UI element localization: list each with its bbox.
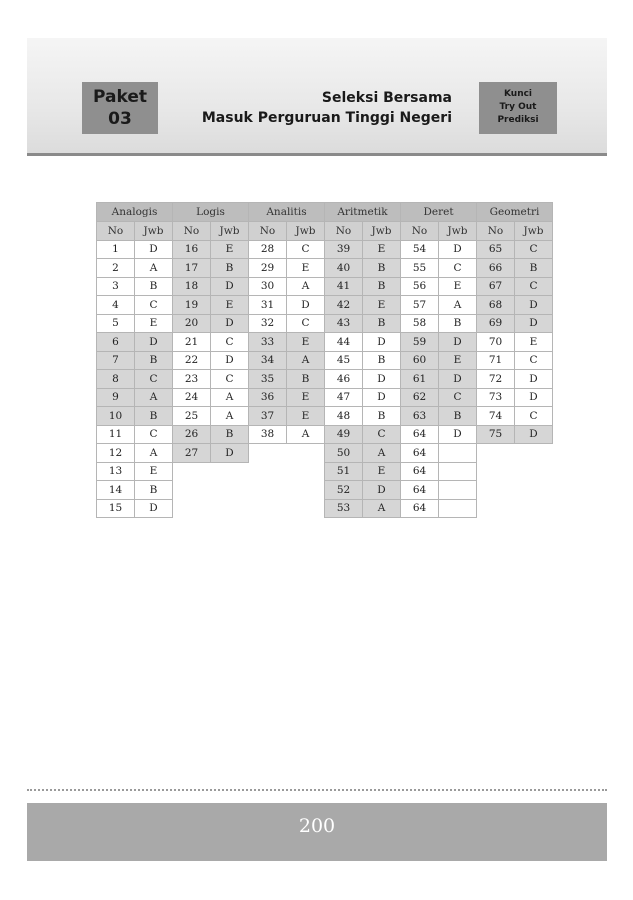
jwb-column-header: Jwb (515, 222, 553, 241)
answer-letter: E (211, 240, 249, 259)
answer-letter: B (135, 407, 173, 426)
question-number: 64 (401, 481, 439, 500)
table-row (97, 333, 553, 352)
question-number: 39 (325, 240, 363, 259)
paket-number: 03 (108, 109, 132, 129)
question-number: 64 (401, 425, 439, 444)
question-number: 3 (97, 277, 135, 296)
table-row (97, 499, 553, 518)
question-number: 8 (97, 370, 135, 389)
answer-letter: A (439, 296, 477, 315)
answer-letter: A (211, 388, 249, 407)
answer-letter: C (515, 407, 553, 426)
answer-letter: D (135, 240, 173, 259)
question-number: 60 (401, 351, 439, 370)
question-number: 68 (477, 296, 515, 315)
question-number: 40 (325, 259, 363, 278)
question-number: 9 (97, 388, 135, 407)
answer-letter: B (363, 277, 401, 296)
table-row (97, 444, 553, 463)
table-row (97, 351, 553, 370)
header-title (202, 88, 452, 128)
question-number: 15 (97, 499, 135, 518)
question-number: 44 (325, 333, 363, 352)
jwb-column-header: Jwb (287, 222, 325, 241)
kunci-line-2: Try Out (499, 102, 537, 112)
no-column-header: No (173, 222, 211, 241)
answer-letter: E (363, 240, 401, 259)
question-number: 6 (97, 333, 135, 352)
dotted-divider (27, 789, 607, 791)
answer-letter: D (211, 277, 249, 296)
empty-cell (173, 499, 211, 518)
empty-cell (477, 499, 515, 518)
question-number: 26 (173, 425, 211, 444)
answer-letter: D (439, 240, 477, 259)
question-number: 7 (97, 351, 135, 370)
empty-cell (477, 462, 515, 481)
answer-letter: E (515, 333, 553, 352)
answer-letter: B (135, 481, 173, 500)
question-number: 57 (401, 296, 439, 315)
question-number: 30 (249, 277, 287, 296)
no-column-header: No (325, 222, 363, 241)
answer-letter: D (363, 481, 401, 500)
answer-letter: B (135, 277, 173, 296)
question-number: 63 (401, 407, 439, 426)
group-header: Aritmetik (325, 203, 401, 222)
empty-cell (211, 499, 249, 518)
question-number: 58 (401, 314, 439, 333)
jwb-column-header: Jwb (363, 222, 401, 241)
kunci-line-3: Prediksi (497, 115, 539, 125)
question-number: 64 (401, 444, 439, 463)
empty-cell (515, 481, 553, 500)
question-number: 75 (477, 425, 515, 444)
answer-letter (439, 444, 477, 463)
page-number: 200 (298, 815, 336, 837)
question-number: 16 (173, 240, 211, 259)
group-header-row (97, 203, 553, 222)
answer-letter: C (439, 259, 477, 278)
question-number: 23 (173, 370, 211, 389)
group-header: Analitis (249, 203, 325, 222)
question-number: 45 (325, 351, 363, 370)
question-number: 37 (249, 407, 287, 426)
answer-letter: C (439, 388, 477, 407)
question-number: 31 (249, 296, 287, 315)
table-row (97, 296, 553, 315)
kunci-box (479, 82, 557, 134)
no-column-header: No (97, 222, 135, 241)
answer-letter: D (211, 351, 249, 370)
group-header: Logis (173, 203, 249, 222)
answer-letter: E (287, 388, 325, 407)
question-number: 35 (249, 370, 287, 389)
empty-cell (173, 462, 211, 481)
answer-letter: E (363, 296, 401, 315)
group-header: Deret (401, 203, 477, 222)
question-number: 38 (249, 425, 287, 444)
answer-letter: D (515, 296, 553, 315)
answer-letter: E (439, 277, 477, 296)
question-number: 59 (401, 333, 439, 352)
answer-letter: B (363, 314, 401, 333)
question-number: 55 (401, 259, 439, 278)
answer-letter: E (287, 407, 325, 426)
answer-letter: C (515, 240, 553, 259)
table-row (97, 370, 553, 389)
question-number: 65 (477, 240, 515, 259)
question-number: 53 (325, 499, 363, 518)
answer-letter: C (135, 296, 173, 315)
answer-letter: A (135, 259, 173, 278)
answer-letter: A (211, 407, 249, 426)
empty-cell (515, 462, 553, 481)
answer-letter: C (515, 351, 553, 370)
answer-letter: C (287, 240, 325, 259)
no-column-header: No (249, 222, 287, 241)
no-column-header: No (477, 222, 515, 241)
answer-letter: D (439, 425, 477, 444)
question-number: 46 (325, 370, 363, 389)
empty-cell (287, 481, 325, 500)
question-number: 5 (97, 314, 135, 333)
question-number: 62 (401, 388, 439, 407)
question-number: 21 (173, 333, 211, 352)
group-header: Geometri (477, 203, 553, 222)
question-number: 19 (173, 296, 211, 315)
question-number: 2 (97, 259, 135, 278)
question-number: 11 (97, 425, 135, 444)
question-number: 69 (477, 314, 515, 333)
answer-key-table-wrapper (96, 202, 553, 518)
question-number: 73 (477, 388, 515, 407)
question-number: 72 (477, 370, 515, 389)
answer-letter: D (515, 314, 553, 333)
empty-cell (249, 462, 287, 481)
answer-letter: C (287, 314, 325, 333)
answer-letter: D (287, 296, 325, 315)
answer-letter: C (211, 333, 249, 352)
question-number: 64 (401, 462, 439, 481)
question-number: 56 (401, 277, 439, 296)
question-number: 36 (249, 388, 287, 407)
question-number: 4 (97, 296, 135, 315)
question-number: 42 (325, 296, 363, 315)
empty-cell (477, 444, 515, 463)
answer-letter: D (135, 499, 173, 518)
jwb-column-header: Jwb (135, 222, 173, 241)
answer-letter: A (363, 499, 401, 518)
no-column-header: No (401, 222, 439, 241)
question-number: 74 (477, 407, 515, 426)
answer-letter: D (135, 333, 173, 352)
question-number: 24 (173, 388, 211, 407)
question-number: 43 (325, 314, 363, 333)
answer-letter: E (211, 296, 249, 315)
empty-cell (287, 444, 325, 463)
question-number: 51 (325, 462, 363, 481)
sub-header-row (97, 222, 553, 241)
answer-letter: B (515, 259, 553, 278)
empty-cell (249, 481, 287, 500)
answer-letter: D (515, 425, 553, 444)
answer-letter: D (211, 314, 249, 333)
answer-key-table (96, 202, 553, 518)
title-line-2: Masuk Perguruan Tinggi Negeri (201, 110, 452, 126)
table-row (97, 481, 553, 500)
table-row (97, 425, 553, 444)
question-number: 33 (249, 333, 287, 352)
question-number: 1 (97, 240, 135, 259)
answer-letter: D (363, 388, 401, 407)
jwb-column-header: Jwb (211, 222, 249, 241)
answer-letter: C (135, 370, 173, 389)
answer-letter: D (363, 333, 401, 352)
group-header: Analogis (97, 203, 173, 222)
question-number: 41 (325, 277, 363, 296)
answer-letter (439, 462, 477, 481)
empty-cell (211, 462, 249, 481)
question-number: 14 (97, 481, 135, 500)
empty-cell (249, 499, 287, 518)
paket-box (82, 82, 158, 134)
question-number: 10 (97, 407, 135, 426)
question-number: 17 (173, 259, 211, 278)
empty-cell (211, 481, 249, 500)
answer-letter: C (211, 370, 249, 389)
question-number: 48 (325, 407, 363, 426)
answer-letter: B (363, 259, 401, 278)
answer-letter: E (287, 259, 325, 278)
answer-letter: B (439, 314, 477, 333)
answer-letter: D (515, 388, 553, 407)
empty-cell (249, 444, 287, 463)
answer-letter: E (135, 462, 173, 481)
question-number: 32 (249, 314, 287, 333)
answer-letter: A (363, 444, 401, 463)
question-number: 70 (477, 333, 515, 352)
table-row (97, 259, 553, 278)
answer-letter: E (135, 314, 173, 333)
empty-cell (515, 499, 553, 518)
question-number: 22 (173, 351, 211, 370)
question-number: 12 (97, 444, 135, 463)
paket-label: Paket (93, 87, 147, 107)
table-row (97, 277, 553, 296)
empty-cell (477, 481, 515, 500)
question-number: 52 (325, 481, 363, 500)
answer-letter: C (135, 425, 173, 444)
answer-letter: B (211, 259, 249, 278)
question-number: 54 (401, 240, 439, 259)
answer-letter: C (363, 425, 401, 444)
answer-letter: E (439, 351, 477, 370)
page-footer (27, 803, 607, 861)
question-number: 71 (477, 351, 515, 370)
answer-key-body (97, 240, 553, 518)
empty-cell (173, 481, 211, 500)
answer-letter: A (287, 351, 325, 370)
answer-letter: D (515, 370, 553, 389)
table-row (97, 240, 553, 259)
question-number: 34 (249, 351, 287, 370)
answer-letter: A (135, 388, 173, 407)
page-header (27, 38, 607, 156)
answer-letter: B (287, 370, 325, 389)
answer-letter: A (287, 425, 325, 444)
empty-cell (515, 444, 553, 463)
question-number: 49 (325, 425, 363, 444)
table-row (97, 314, 553, 333)
answer-letter: B (439, 407, 477, 426)
question-number: 13 (97, 462, 135, 481)
title-line-1: Seleksi Bersama (321, 90, 452, 106)
empty-cell (287, 462, 325, 481)
question-number: 64 (401, 499, 439, 518)
question-number: 66 (477, 259, 515, 278)
question-number: 25 (173, 407, 211, 426)
question-number: 47 (325, 388, 363, 407)
question-number: 28 (249, 240, 287, 259)
empty-cell (287, 499, 325, 518)
answer-letter: B (363, 407, 401, 426)
kunci-line-1: Kunci (503, 89, 533, 99)
table-row (97, 388, 553, 407)
question-number: 20 (173, 314, 211, 333)
question-number: 50 (325, 444, 363, 463)
table-row (97, 407, 553, 426)
answer-letter (439, 499, 477, 518)
answer-letter: E (363, 462, 401, 481)
jwb-column-header: Jwb (439, 222, 477, 241)
answer-letter: C (515, 277, 553, 296)
answer-letter: B (363, 351, 401, 370)
answer-letter: D (439, 333, 477, 352)
answer-letter: A (287, 277, 325, 296)
question-number: 27 (173, 444, 211, 463)
answer-letter: E (287, 333, 325, 352)
answer-letter: D (211, 444, 249, 463)
answer-letter (439, 481, 477, 500)
answer-letter: A (135, 444, 173, 463)
question-number: 29 (249, 259, 287, 278)
question-number: 18 (173, 277, 211, 296)
answer-letter: B (135, 351, 173, 370)
answer-letter: B (211, 425, 249, 444)
answer-letter: D (363, 370, 401, 389)
question-number: 67 (477, 277, 515, 296)
table-row (97, 462, 553, 481)
question-number: 61 (401, 370, 439, 389)
answer-letter: D (439, 370, 477, 389)
